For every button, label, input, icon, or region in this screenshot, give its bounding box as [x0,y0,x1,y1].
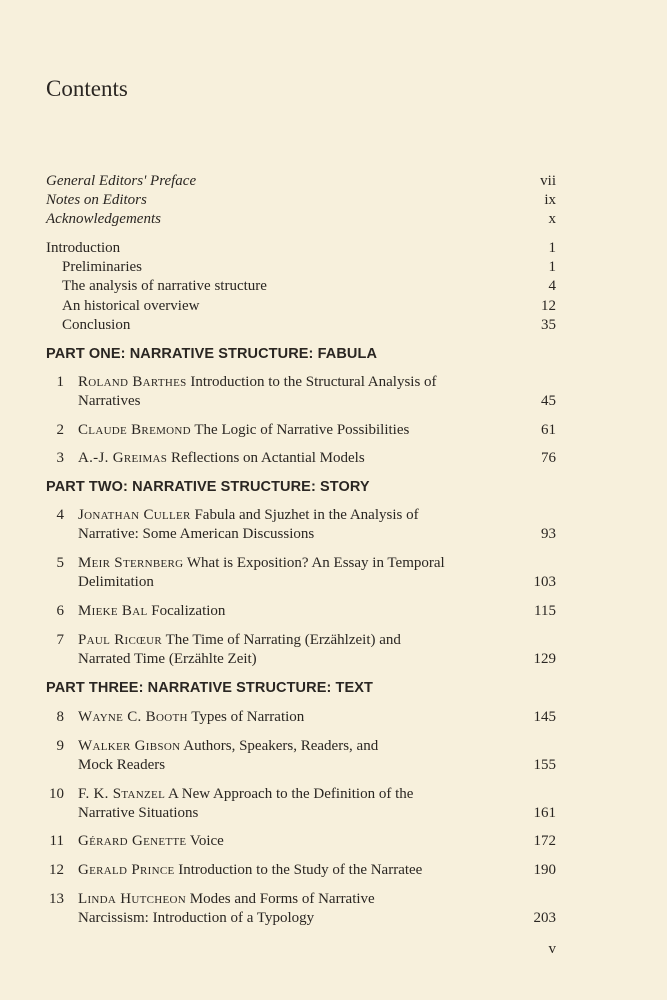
toc-entry-notes: Notes on Editors [46,192,147,208]
toc-entry-acknowledgements: Acknowledgements [46,211,161,227]
chapter-number: 2 [56,422,64,438]
page-number: 1 [548,240,556,256]
chapter-author: Gerald Prince [78,862,175,878]
chapter-title-line: The Logic of Narrative Possibilities [194,422,410,438]
page-number: 161 [533,805,556,821]
chapter-title-line: Reflections on Actantial Models [170,450,365,466]
page-number: 115 [534,603,556,619]
chapter-author: Walker Gibson [78,738,181,754]
chapter-number: 13 [49,891,64,907]
toc-entry-introduction: Introduction [46,240,121,256]
page-number: vii [540,173,556,189]
chapter-title [78,449,365,468]
toc-subentry: Preliminaries [62,259,142,275]
page-number: 76 [541,450,556,466]
chapter-author: Claude Bremond [78,422,191,438]
part-heading: PART THREE: NARRATIVE STRUCTURE: TEXT [46,680,373,696]
chapter-number: 9 [56,738,64,754]
chapter-number: 5 [56,555,64,571]
page-number: 190 [533,862,556,878]
part-heading: PART ONE: NARRATIVE STRUCTURE: FABULA [46,346,378,362]
page-number: ix [544,192,556,208]
chapter-title [78,832,224,851]
chapter-title-line: Introduction to the Study of the Narratee [178,862,423,878]
chapter-title [78,737,378,756]
chapter-number: 10 [49,786,64,802]
chapter-title [78,554,445,573]
page-number: 4 [548,278,556,294]
page-title: Contents [46,76,128,101]
chapter-title [78,631,401,650]
page-number: 93 [541,526,556,542]
chapter-title [78,421,409,440]
chapter-number: 7 [56,632,64,648]
chapter-number: 6 [56,603,64,619]
page-number: 155 [533,757,556,773]
chapter-author: Mieke Bal [78,603,148,619]
chapter-author: Paul Ricœur [78,632,163,648]
chapter-author: Meir Sternberg [78,555,184,571]
page-number: 103 [533,574,556,590]
chapter-author: F. K. Stanzel [78,786,166,802]
page-number: 1 [548,259,556,275]
page-number: 61 [541,422,556,438]
chapter-title-line: The Time of Narrating (Erzählzeit) and [165,632,401,648]
chapter-title [78,506,419,525]
chapter-title-line: Narrative Situations [78,805,199,821]
page-number: 35 [541,317,556,333]
chapter-title-line: Modes and Forms of Narrative [189,891,375,907]
chapter-title [78,602,225,621]
chapter-number: 12 [49,862,64,878]
chapter-title-line: Focalization [151,603,226,619]
chapter-title-line: Voice [189,833,224,849]
chapter-author: Gérard Genette [78,833,187,849]
chapter-title-line: Narrated Time (Erzählte Zeit) [78,651,257,667]
chapter-title-line: Narcissism: Introduction of a Typology [78,910,315,926]
chapter-number: 3 [56,450,64,466]
chapter-author: Wayne C. Booth [78,709,188,725]
chapter-title-line: Fabula and Sjuzhet in the Analysis of [194,507,419,523]
chapter-number: 4 [56,507,64,523]
chapter-title [78,861,422,880]
page-number: 172 [533,833,556,849]
chapter-number: 1 [56,374,64,390]
toc-entry-preface: General Editors' Preface [46,173,197,189]
chapter-title-line: Introduction to the Structural Analysis of [190,374,437,390]
part-heading: PART TWO: NARRATIVE STRUCTURE: STORY [46,479,370,495]
chapter-title-line: A New Approach to the Definition of the [168,786,414,802]
toc-subentry: Conclusion [62,317,131,333]
page-number: 145 [533,709,556,725]
folio-page-number: v [548,941,556,957]
page-number: 203 [533,910,556,926]
chapter-title [78,785,413,804]
chapter-title-line: What is Exposition? An Essay in Temporal [186,555,445,571]
chapter-title [78,708,304,727]
toc-subentry: An historical overview [62,298,200,314]
chapter-author: Roland Barthes [78,374,187,390]
chapter-number: 11 [49,833,64,849]
page-number: 129 [533,651,556,667]
page-number: 12 [541,298,556,314]
chapter-title [78,890,375,909]
chapter-number: 8 [56,709,64,725]
page-number: 45 [541,393,556,409]
chapter-title-line: Delimitation [78,574,154,590]
toc-subentry: The analysis of narrative structure [62,278,267,294]
chapter-title-line: Types of Narration [191,709,305,725]
chapter-title [78,373,437,392]
chapter-title-line: Mock Readers [78,757,166,773]
chapter-author: Jonathan Culler [78,507,191,523]
page-number: x [548,211,556,227]
chapter-author: A.-J. Greimas [78,450,168,466]
chapter-title-line: Narratives [78,393,141,409]
chapter-title-line: Narrative: Some American Discussions [78,526,315,542]
chapter-author: Linda Hutcheon [78,891,186,907]
chapter-title-line: Authors, Speakers, Readers, and [183,738,379,754]
